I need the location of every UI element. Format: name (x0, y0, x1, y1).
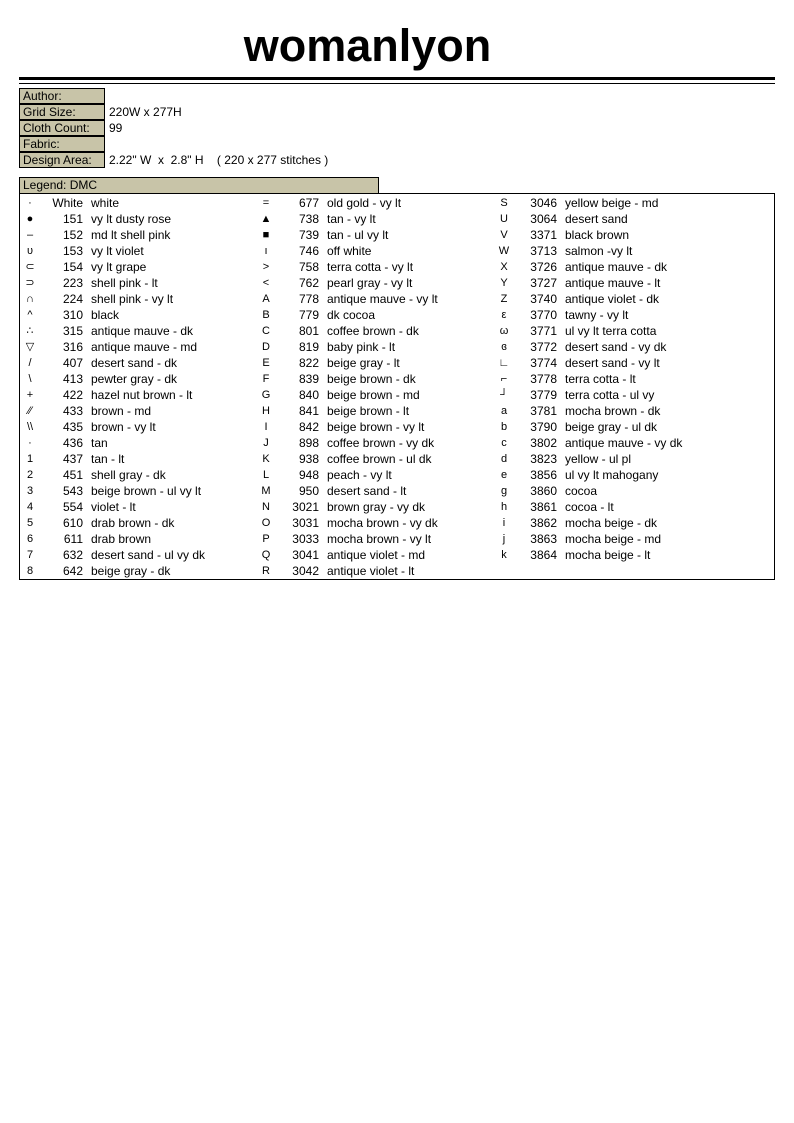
dmc-number: 762 (298, 276, 319, 290)
legend-symbol: B (262, 309, 270, 321)
dmc-number: 779 (298, 308, 319, 322)
dmc-number: 3371 (530, 228, 557, 242)
dmc-number: 3856 (530, 468, 557, 482)
color-name: beige brown - ul vy lt (91, 484, 202, 498)
legend-symbol: ⁄⁄ (28, 405, 32, 417)
dmc-number: 3860 (530, 484, 557, 498)
legend-symbol: d (500, 453, 508, 465)
color-name: antique violet - lt (327, 564, 415, 578)
legend-symbol: e (500, 469, 508, 481)
dmc-number: 3862 (530, 516, 557, 530)
legend-symbol: ∩ (26, 293, 34, 305)
legend-symbol: – (26, 229, 34, 241)
dmc-number: 758 (298, 260, 319, 274)
legend-symbol: N (262, 501, 270, 513)
dmc-number: 842 (298, 420, 319, 434)
legend-symbol: 2 (26, 469, 34, 481)
dmc-number: 898 (298, 436, 319, 450)
legend-symbol: W (498, 245, 510, 257)
legend-symbol: ω (499, 325, 509, 337)
dmc-number: 738 (298, 212, 319, 226)
color-name: brown - md (91, 404, 152, 418)
color-name: tan (91, 436, 108, 450)
color-name: shell gray - dk (91, 468, 166, 482)
color-name: peach - vy lt (327, 468, 392, 482)
dmc-number: 154 (62, 260, 83, 274)
color-name: shell pink - vy lt (91, 292, 174, 306)
color-name: antique mauve - dk (91, 324, 194, 338)
legend-symbol: ⊃ (25, 277, 35, 289)
color-name: pearl gray - vy lt (327, 276, 413, 290)
color-name: drab brown - dk (91, 516, 175, 530)
legend-symbol: ■ (262, 229, 270, 241)
legend-symbol: < (262, 277, 270, 289)
legend-symbol: = (262, 197, 270, 209)
legend-symbol: · (28, 437, 32, 449)
dmc-number: 3031 (292, 516, 319, 530)
legend-symbol: \ (28, 373, 32, 385)
color-name: desert sand - dk (91, 356, 178, 370)
dmc-number: 610 (62, 516, 83, 530)
legend-symbol: b (500, 421, 508, 433)
legend-symbol: c (501, 437, 507, 449)
info-value: 220W x 277H (109, 105, 182, 119)
color-name: beige gray - dk (91, 564, 171, 578)
color-name: violet - lt (91, 500, 136, 514)
color-name: dk cocoa (327, 308, 376, 322)
dmc-number: 451 (62, 468, 83, 482)
info-label: Author: (19, 88, 105, 104)
color-name: mocha beige - dk (565, 516, 658, 530)
legend-symbol: O (261, 517, 271, 529)
dmc-number: 554 (62, 500, 83, 514)
color-name: md lt shell pink (91, 228, 171, 242)
legend-symbol: ε (501, 309, 507, 321)
legend-symbol: ● (26, 213, 34, 225)
color-name: mocha brown - vy lt (327, 532, 432, 546)
color-name: yellow beige - md (565, 196, 659, 210)
legend-symbol: ⊂ (25, 261, 35, 273)
color-name: hazel nut brown - lt (91, 388, 193, 402)
dmc-number: 611 (63, 532, 83, 546)
dmc-number: 950 (298, 484, 319, 498)
legend-symbol: \\ (26, 421, 34, 433)
legend-symbol: g (500, 485, 508, 497)
legend-symbol: I (264, 421, 268, 433)
legend-symbol: h (500, 501, 508, 513)
legend-symbol: 5 (26, 517, 34, 529)
dmc-number: 3726 (530, 260, 557, 274)
dmc-number: 938 (298, 452, 319, 466)
color-name: brown - vy lt (91, 420, 156, 434)
legend-symbol: a (500, 405, 508, 417)
dmc-number: 3790 (530, 420, 557, 434)
dmc-number: 739 (298, 228, 319, 242)
legend-symbol: 4 (26, 501, 34, 513)
legend-symbol: M (261, 485, 271, 497)
dmc-number: 632 (62, 548, 83, 562)
color-name: vy lt violet (91, 244, 144, 258)
dmc-number: 3727 (530, 276, 557, 290)
legend-symbol: G (261, 389, 271, 401)
color-name: beige gray - ul dk (565, 420, 658, 434)
info-value: 99 (109, 121, 123, 135)
color-name: vy lt grape (91, 260, 147, 274)
dmc-number: White (52, 196, 83, 210)
legend-symbol: 3 (26, 485, 34, 497)
dmc-number: 840 (298, 388, 319, 402)
legend-symbol: ∟ (498, 357, 510, 369)
color-name: antique mauve - dk (565, 260, 668, 274)
legend-symbol: ▲ (260, 213, 272, 225)
dmc-number: 437 (62, 452, 83, 466)
color-name: coffee brown - ul dk (327, 452, 432, 466)
dmc-number: 316 (62, 340, 83, 354)
dmc-number: 3781 (530, 404, 557, 418)
legend-symbol: ^ (27, 309, 33, 321)
legend-symbol: U (500, 213, 508, 225)
dmc-number: 3771 (530, 324, 557, 338)
dmc-number: 224 (62, 292, 83, 306)
color-name: baby pink - lt (327, 340, 396, 354)
legend-table (19, 193, 775, 580)
info-label: Fabric: (19, 136, 105, 152)
dmc-number: 315 (62, 324, 83, 338)
dmc-number: 839 (298, 372, 319, 386)
color-name: coffee brown - vy dk (327, 436, 435, 450)
color-name: antique mauve - lt (565, 276, 661, 290)
dmc-number: 152 (62, 228, 83, 242)
color-name: ul vy lt terra cotta (565, 324, 657, 338)
legend-symbol: ⌐ (500, 373, 508, 385)
dmc-number: 677 (298, 196, 319, 210)
legend-symbol: i (502, 517, 506, 529)
legend-symbol: 8 (26, 565, 34, 577)
color-name: mocha brown - dk (565, 404, 661, 418)
color-name: tan - ul vy lt (327, 228, 389, 242)
legend-symbol: υ (26, 245, 33, 257)
color-name: beige brown - vy lt (327, 420, 425, 434)
legend-symbol: S (500, 197, 508, 209)
info-label: Grid Size: (19, 104, 105, 120)
color-name: cocoa (565, 484, 598, 498)
color-name: antique mauve - vy lt (327, 292, 438, 306)
legend-symbol: 1 (26, 453, 34, 465)
page-title: womanlyon (243, 20, 492, 71)
legend-symbol: Y (500, 277, 508, 289)
legend-header: Legend: DMC (19, 177, 379, 194)
legend-symbol: R (262, 565, 270, 577)
color-name: desert sand - vy lt (565, 356, 660, 370)
color-name: yellow - ul pl (565, 452, 632, 466)
color-name: off white (327, 244, 372, 258)
dmc-number: 3064 (530, 212, 557, 226)
color-name: salmon -vy lt (565, 244, 633, 258)
color-name: coffee brown - dk (327, 324, 419, 338)
color-name: antique violet - dk (565, 292, 660, 306)
color-name: desert sand - ul vy dk (91, 548, 206, 562)
color-name: antique mauve - vy dk (565, 436, 683, 450)
legend-symbol: j (502, 533, 506, 545)
color-name: beige brown - lt (327, 404, 410, 418)
dmc-number: 151 (62, 212, 83, 226)
dmc-number: 153 (62, 244, 83, 258)
dmc-number: 778 (298, 292, 319, 306)
dmc-number: 436 (62, 436, 83, 450)
legend-symbol: E (262, 357, 270, 369)
dmc-number: 3713 (530, 244, 557, 258)
legend-symbol: A (262, 293, 270, 305)
legend-symbol: ı (264, 245, 268, 257)
dmc-number: 801 (298, 324, 319, 338)
legend-symbol: X (500, 261, 508, 273)
dmc-number: 3778 (530, 372, 557, 386)
dmc-number: 3863 (530, 532, 557, 546)
legend-symbol: · (28, 197, 32, 209)
dmc-number: 841 (298, 404, 319, 418)
dmc-number: 3033 (292, 532, 319, 546)
color-name: beige brown - md (327, 388, 420, 402)
dmc-number: 3770 (530, 308, 557, 322)
legend-symbol: V (500, 229, 508, 241)
legend-symbol: ∴ (26, 325, 34, 337)
color-name: tawny - vy lt (565, 308, 629, 322)
dmc-number: 3861 (530, 500, 557, 514)
dmc-number: 223 (62, 276, 83, 290)
legend-symbol: J (263, 437, 269, 449)
color-name: vy lt dusty rose (91, 212, 172, 226)
dmc-number: 822 (298, 356, 319, 370)
color-name: pewter gray - dk (91, 372, 178, 386)
legend-symbol: F (262, 373, 270, 385)
legend-symbol: / (28, 357, 32, 369)
dmc-number: 3774 (530, 356, 557, 370)
legend-symbol: L (262, 469, 270, 481)
legend-symbol: ┘ (500, 389, 508, 401)
legend-symbol: > (262, 261, 270, 273)
dmc-number: 642 (62, 564, 83, 578)
color-name: shell pink - lt (91, 276, 158, 290)
legend-symbol: P (262, 533, 270, 545)
dmc-number: 3864 (530, 548, 557, 562)
color-name: tan - lt (91, 452, 125, 466)
title-divider-thin (19, 83, 775, 84)
color-name: terra cotta - lt (565, 372, 636, 386)
legend-symbol: 6 (26, 533, 34, 545)
color-name: mocha beige - lt (565, 548, 651, 562)
dmc-number: 3772 (530, 340, 557, 354)
color-name: black (91, 308, 120, 322)
dmc-number: 819 (298, 340, 319, 354)
legend-symbol: ɞ (501, 341, 507, 353)
color-name: beige gray - lt (327, 356, 400, 370)
dmc-number: 3740 (530, 292, 557, 306)
color-name: cocoa - lt (565, 500, 614, 514)
dmc-number: 3041 (292, 548, 319, 562)
dmc-number: 422 (62, 388, 83, 402)
dmc-number: 407 (62, 356, 83, 370)
dmc-number: 3802 (530, 436, 557, 450)
dmc-number: 3779 (530, 388, 557, 402)
legend-symbol: Q (261, 549, 271, 561)
color-name: mocha brown - vy dk (327, 516, 438, 530)
dmc-number: 3823 (530, 452, 557, 466)
dmc-number: 543 (62, 484, 83, 498)
dmc-number: 433 (62, 404, 83, 418)
legend-symbol: D (262, 341, 270, 353)
color-name: antique violet - md (327, 548, 426, 562)
color-name: tan - vy lt (327, 212, 376, 226)
color-name: brown gray - vy dk (327, 500, 426, 514)
info-value: 2.22" W x 2.8" H ( 220 x 277 stitches ) (109, 153, 329, 167)
color-name: terra cotta - ul vy (565, 388, 655, 402)
dmc-number: 435 (62, 420, 83, 434)
dmc-number: 3046 (530, 196, 557, 210)
color-name: white (91, 196, 120, 210)
legend-symbol: k (501, 549, 507, 561)
legend-symbol: 7 (26, 549, 34, 561)
dmc-number: 310 (62, 308, 83, 322)
dmc-number: 413 (62, 372, 83, 386)
color-name: ul vy lt mahogany (565, 468, 659, 482)
info-label: Design Area: (19, 152, 105, 168)
dmc-number: 746 (298, 244, 319, 258)
legend-symbol: C (262, 325, 270, 337)
legend-symbol: H (262, 405, 270, 417)
legend-symbol: K (262, 453, 270, 465)
legend-symbol: ▽ (25, 341, 35, 353)
color-name: desert sand - vy dk (565, 340, 667, 354)
color-name: old gold - vy lt (327, 196, 402, 210)
color-name: drab brown (91, 532, 152, 546)
color-name: mocha beige - md (565, 532, 662, 546)
color-name: desert sand - lt (327, 484, 407, 498)
dmc-number: 3042 (292, 564, 319, 578)
legend-symbol: + (26, 389, 34, 401)
color-name: black brown (565, 228, 630, 242)
title-divider-thick (19, 77, 775, 80)
info-label: Cloth Count: (19, 120, 105, 136)
color-name: antique mauve - md (91, 340, 198, 354)
color-name: beige brown - dk (327, 372, 416, 386)
legend-symbol: Z (500, 293, 508, 305)
dmc-number: 948 (298, 468, 319, 482)
color-name: terra cotta - vy lt (327, 260, 414, 274)
color-name: desert sand (565, 212, 628, 226)
dmc-number: 3021 (292, 500, 319, 514)
